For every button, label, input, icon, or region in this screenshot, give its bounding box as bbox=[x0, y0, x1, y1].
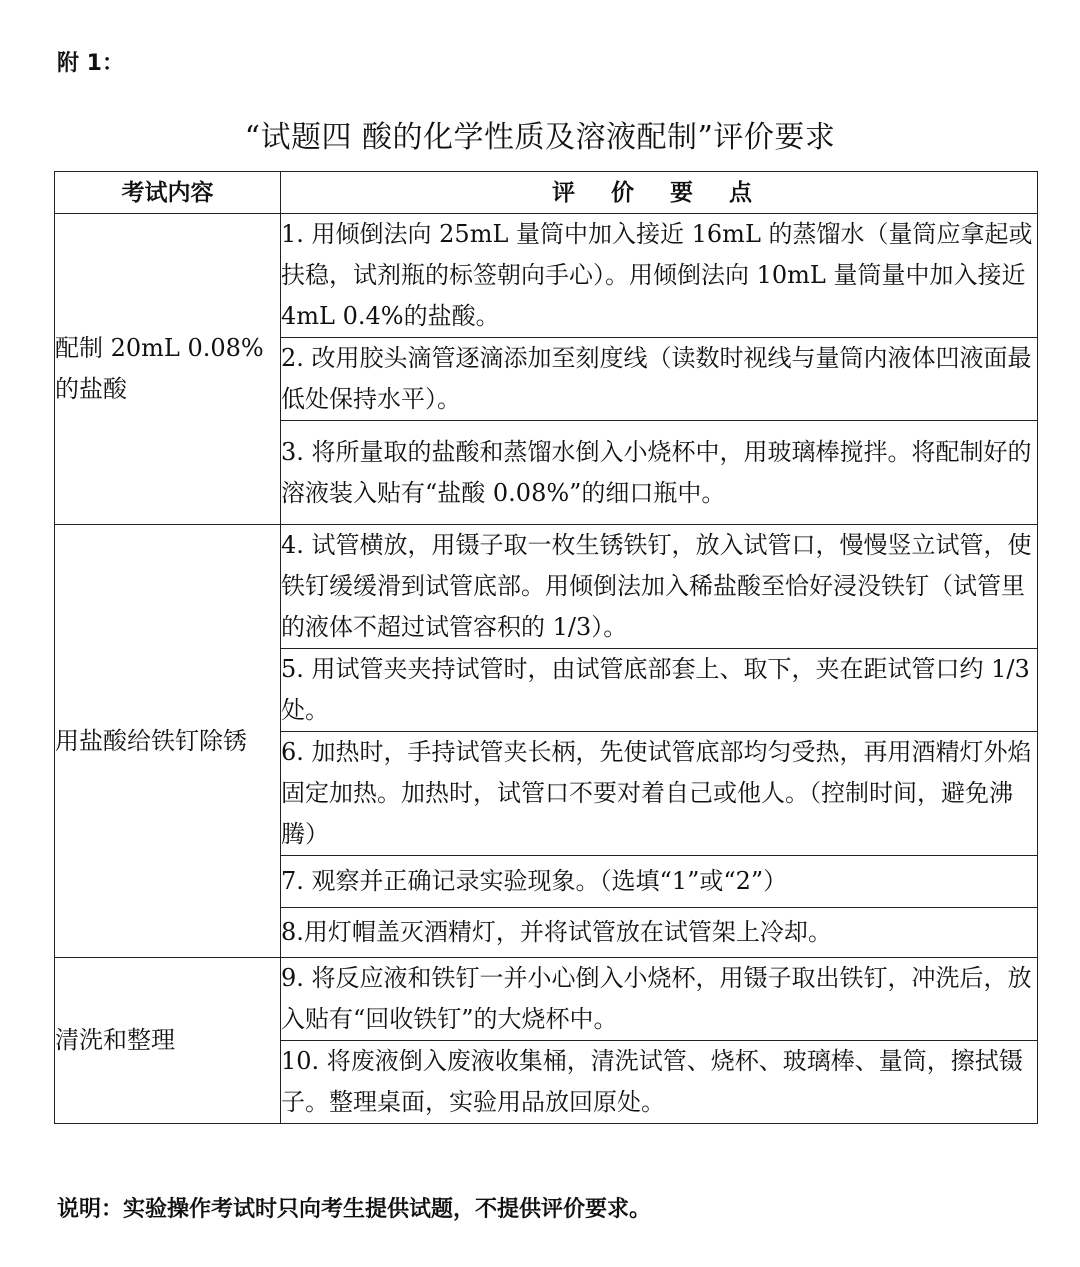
table-header-row bbox=[55, 172, 1038, 214]
item-2: 2. 改用胶头滴管逐滴添加至刻度线（读数时视线与量筒内液体凹液面最低处保持水平）。 bbox=[281, 338, 1038, 421]
table-row bbox=[55, 958, 1038, 1041]
table-row bbox=[55, 525, 1038, 649]
header-exam-content: 考试内容 bbox=[55, 172, 281, 214]
item-8: 8.用灯帽盖灭酒精灯，并将试管放在试管架上冷却。 bbox=[281, 908, 1038, 958]
footnote-note: 说明：实验操作考试时只向考生提供试题，不提供评价要求。 bbox=[57, 1197, 652, 1222]
header-evaluation-points: 评 价 要 点 bbox=[281, 172, 1038, 214]
item-7: 7. 观察并正确记录实验现象。（选填“1”或“2”） bbox=[281, 856, 1038, 908]
document-title: “试题四 酸的化学性质及溶液配制”评价要求 bbox=[244, 120, 836, 155]
item-9: 9. 将反应液和铁钉一并小心倒入小烧杯，用镊子取出铁钉，冲洗后，放入贴有“回收铁钉”的大烧杯中。 bbox=[281, 958, 1038, 1041]
item-10: 10. 将废液倒入废液收集桶，清洗试管、烧杯、玻璃棒、量筒，擦拭镊子。整理桌面，实验用品放回原处。 bbox=[281, 1041, 1038, 1124]
item-1: 1. 用倾倒法向 25mL 量筒中加入接近 16mL 的蒸馏水（量筒应拿起或扶稳，试剂瓶的标签朝向手心）。用倾倒法向 10mL 量筒量中加入接近 4mL 0.4%的盐酸。 bbox=[281, 214, 1038, 338]
item-3: 3. 将所量取的盐酸和蒸馏水倒入小烧杯中，用玻璃棒搅拌。将配制好的溶液装入贴有“盐酸 0.08%”的细口瓶中。 bbox=[281, 421, 1038, 525]
section-rust-removal: 用盐酸给铁钉除锈 bbox=[55, 525, 281, 958]
attachment-label: 附 1： bbox=[57, 51, 124, 76]
evaluation-table bbox=[54, 171, 1038, 1124]
section-prepare-solution: 配制 20mL 0.08%的盐酸 bbox=[55, 214, 281, 525]
item-5: 5. 用试管夹夹持试管时，由试管底部套上、取下，夹在距试管口约 1/3 处。 bbox=[281, 649, 1038, 732]
item-6: 6. 加热时，手持试管夹长柄，先使试管底部均匀受热，再用酒精灯外焰固定加热。加热时，试管口不要对着自己或他人。（控制时间，避免沸腾） bbox=[281, 732, 1038, 856]
table-row bbox=[55, 214, 1038, 338]
section-cleanup: 清洗和整理 bbox=[55, 958, 281, 1124]
item-4: 4. 试管横放，用镊子取一枚生锈铁钉，放入试管口，慢慢竖立试管，使铁钉缓缓滑到试管底部。用倾倒法加入稀盐酸至恰好浸没铁钉（试管里的液体不超过试管容积的 1/3）。 bbox=[281, 525, 1038, 649]
